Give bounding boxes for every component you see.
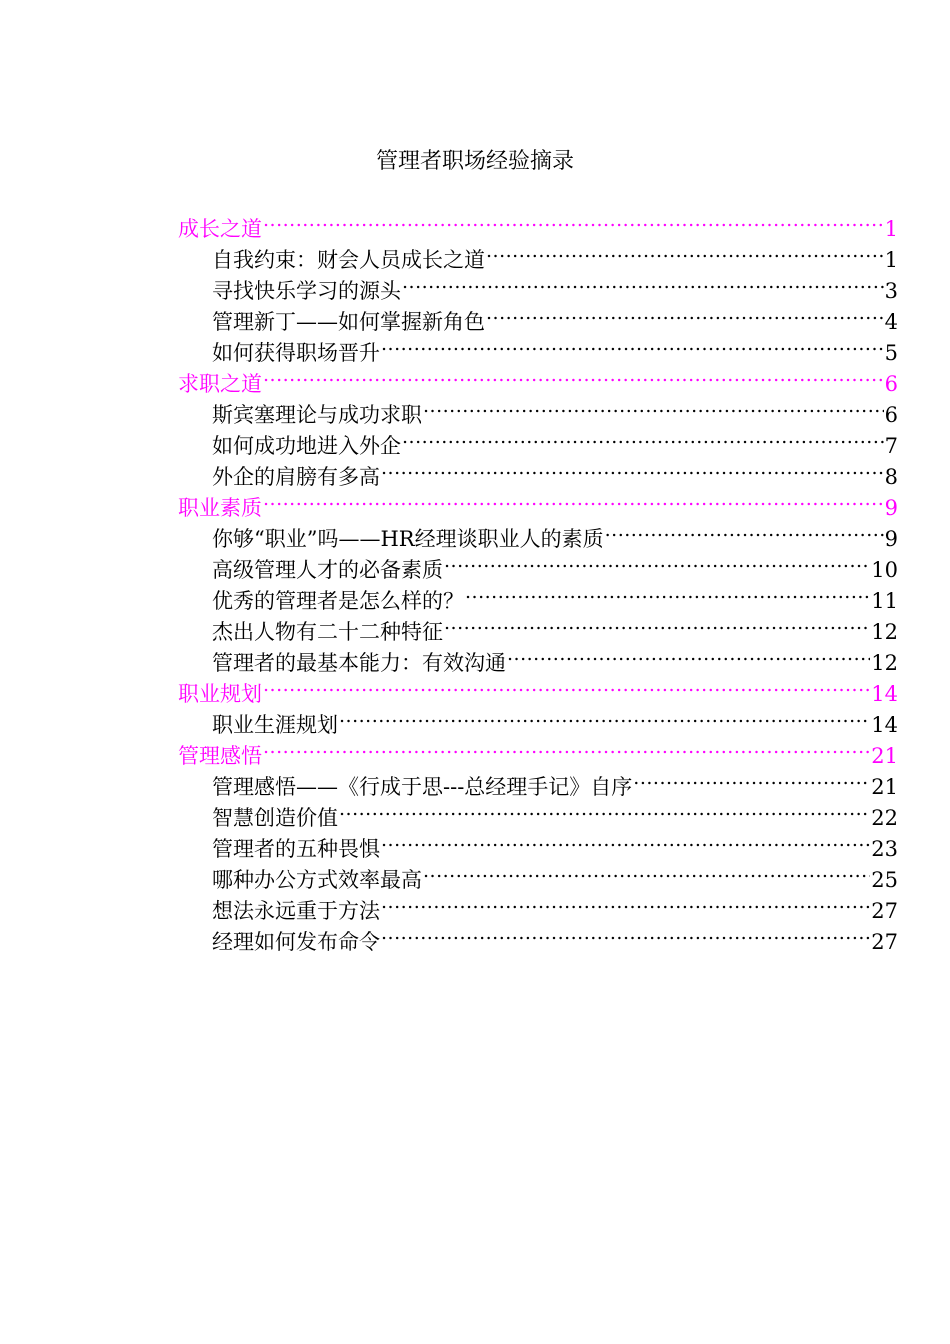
toc-entry-page-number: 12	[871, 651, 898, 675]
toc-entry-page-number: 1	[884, 217, 898, 241]
page-title: 管理者职场经验摘录	[375, 149, 574, 174]
toc-dot-leader	[486, 236, 884, 267]
toc-entry-page-number: 7	[884, 434, 898, 458]
toc-dot-leader	[381, 887, 870, 918]
toc-entry-label: 求职之道	[178, 372, 262, 396]
toc-entry-label: 高级管理人才的必备素质	[212, 558, 443, 582]
toc-dot-leader	[444, 608, 870, 639]
toc-entry-label: 外企的肩膀有多高	[212, 465, 380, 489]
toc-entry-page-number: 1	[884, 248, 898, 272]
toc-dot-leader	[381, 453, 884, 484]
toc-dot-leader	[263, 360, 884, 391]
toc-section-entry[interactable]	[178, 391, 898, 427]
toc-entry-page-number: 12	[871, 620, 898, 644]
toc-entry-page-number: 23	[871, 837, 898, 861]
toc-entry-label: 智慧创造价值	[212, 806, 338, 830]
toc-dot-leader	[263, 205, 884, 236]
toc-entry-page-number: 27	[871, 930, 898, 954]
toc-entry-label: 斯宾塞理论与成功求职	[212, 403, 422, 427]
toc-entry-page-number: 4	[884, 310, 898, 334]
table-of-contents	[178, 205, 898, 954]
toc-section-entry[interactable]	[178, 236, 898, 272]
toc-dot-leader	[486, 298, 884, 329]
toc-dot-leader	[339, 701, 870, 732]
toc-dot-leader	[402, 267, 884, 298]
toc-entry-label: 管理者的五种畏惧	[212, 837, 380, 861]
toc-entry-label: 优秀的管理者是怎么样的？	[212, 589, 464, 613]
toc-dot-leader	[423, 391, 884, 422]
toc-entry-label: 想法永远重于方法	[212, 899, 380, 923]
toc-dot-leader	[263, 670, 870, 701]
toc-dot-leader	[633, 763, 870, 794]
toc-entry-page-number: 8	[884, 465, 898, 489]
toc-entry-label: 管理感悟——《行成于思---总经理手记》自序	[212, 775, 633, 799]
toc-entry-label: 经理如何发布命令	[212, 930, 380, 954]
toc-dot-leader	[605, 515, 884, 546]
toc-section-entry[interactable]	[178, 763, 898, 799]
toc-entry-label: 职业素质	[178, 496, 262, 520]
toc-entry-page-number: 27	[871, 899, 898, 923]
toc-entry-page-number: 21	[871, 775, 898, 799]
toc-entry-page-number: 3	[884, 279, 898, 303]
toc-entry-page-number: 25	[871, 868, 898, 892]
toc-chapter-entry[interactable]	[178, 670, 898, 706]
toc-entry-label: 职业规划	[178, 682, 262, 706]
toc-dot-leader	[263, 484, 884, 515]
toc-entry-page-number: 6	[884, 403, 898, 427]
toc-entry-label: 成长之道	[178, 217, 262, 241]
toc-entry-label: 杰出人物有二十二种特征	[212, 620, 443, 644]
toc-entry-label: 管理感悟	[178, 744, 262, 768]
toc-dot-leader	[263, 732, 870, 763]
toc-entry-label: 寻找快乐学习的源头	[212, 279, 401, 303]
toc-entry-label: 你够“职业”吗——HR经理谈职业人的素质	[212, 527, 604, 551]
toc-entry-page-number: 6	[884, 372, 898, 396]
toc-entry-page-number: 9	[884, 496, 898, 520]
toc-chapter-entry[interactable]	[178, 732, 898, 768]
toc-dot-leader	[402, 422, 884, 453]
toc-entry-label: 如何获得职场晋升	[212, 341, 380, 365]
toc-chapter-entry[interactable]	[178, 484, 898, 520]
toc-dot-leader	[381, 918, 870, 949]
toc-dot-leader	[507, 639, 870, 670]
toc-dot-leader	[381, 825, 870, 856]
toc-dot-leader	[339, 794, 870, 825]
toc-entry-page-number: 9	[884, 527, 898, 551]
toc-section-entry[interactable]	[178, 515, 898, 551]
toc-chapter-entry[interactable]	[178, 360, 898, 396]
toc-entry-label: 管理者的最基本能力：有效沟通	[212, 651, 506, 675]
toc-entry-page-number: 21	[871, 744, 898, 768]
toc-entry-label: 哪种办公方式效率最高	[212, 868, 422, 892]
toc-dot-leader	[444, 546, 870, 577]
toc-entry-label: 职业生涯规划	[212, 713, 338, 737]
toc-dot-leader	[423, 856, 870, 887]
toc-section-entry[interactable]	[178, 701, 898, 737]
toc-dot-leader	[465, 577, 870, 608]
toc-entry-page-number: 5	[884, 341, 898, 365]
toc-entry-page-number: 11	[871, 589, 898, 613]
toc-entry-page-number: 14	[871, 682, 898, 706]
toc-dot-leader	[381, 329, 884, 360]
toc-entry-label: 自我约束：财会人员成长之道	[212, 248, 485, 272]
toc-entry-page-number: 10	[871, 558, 898, 582]
toc-entry-page-number: 14	[871, 713, 898, 737]
toc-entry-page-number: 22	[871, 806, 898, 830]
toc-entry-label: 如何成功地进入外企	[212, 434, 401, 458]
toc-entry-label: 管理新丁——如何掌握新角色	[212, 310, 485, 334]
toc-chapter-entry[interactable]	[178, 205, 898, 241]
